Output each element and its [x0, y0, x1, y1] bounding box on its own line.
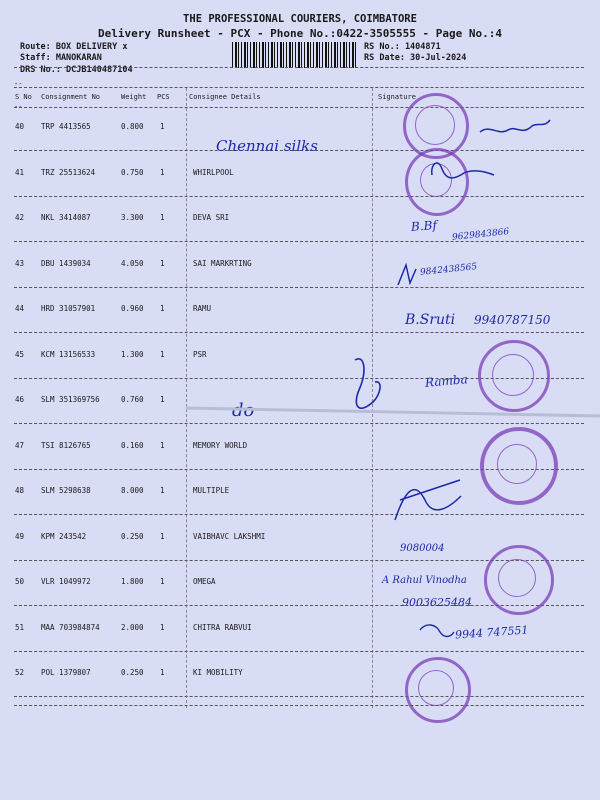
row-sno: 49 [15, 531, 25, 541]
hand-phone-42: 9629843866 [451, 227, 510, 243]
row-weight: 0.960 [121, 304, 144, 313]
hand-phone-51: 9944 747551 [454, 623, 529, 642]
row-consignment: SLM 351369756 [41, 395, 100, 404]
row-pcs: 1 [160, 122, 165, 131]
row-sno: 47 [15, 440, 25, 450]
hand-name-50: A Rahul Vinodha [382, 575, 467, 586]
rs-number: RS No.: 1404871 [364, 42, 441, 52]
row-sno: 40 [15, 122, 25, 131]
row-weight: 8.000 [121, 486, 144, 495]
row-consignee: VAIBHAVC LAKSHMI [193, 531, 266, 541]
row-pcs: 1 [160, 577, 165, 586]
row-sno: 51 [15, 622, 25, 632]
hand-consignee-46: do [232, 400, 255, 421]
company-title: THE PROFESSIONAL COURIERS, COIMBATORE [183, 13, 417, 25]
row-weight: 3.300 [121, 213, 144, 222]
hand-phone-43: 9842438565 [419, 262, 478, 278]
hand-sig-42: B.Bf [410, 218, 438, 234]
row-consignee: RAMU [193, 304, 212, 313]
scribble-51 [420, 625, 454, 637]
column-dash-mark: -- [14, 103, 23, 111]
row-consignee: MEMORY WORLD [193, 440, 248, 450]
row-consignment: DBU 1439034 [41, 258, 91, 268]
row-weight: 0.250 [121, 668, 144, 677]
row-consignee: WHIRLPOOL [193, 167, 234, 177]
row-weight: 1.800 [121, 577, 144, 586]
row-pcs: 1 [160, 349, 165, 359]
scribble-40 [480, 120, 550, 132]
hand-phone-50: 9003625484 [402, 596, 472, 609]
row-consignment: MAA 703984874 [41, 622, 100, 632]
row-pcs: 1 [160, 167, 165, 177]
row-weight: 0.250 [121, 531, 144, 541]
row-consignment: HRD 31057901 [41, 304, 96, 313]
col-weight: Weight [121, 93, 147, 101]
row-weight: 4.050 [121, 258, 144, 268]
scribble-46 [355, 359, 380, 408]
route-label: Route: BOX DELIVERY x [20, 42, 128, 52]
row-consignment: KPM 243542 [41, 531, 87, 541]
col-pcs: PCS [157, 93, 170, 101]
row-consignee: KI MOBILITY [193, 668, 243, 677]
row-consignment: POL 1379807 [41, 668, 91, 677]
row-consignee: SAI MARKRTING [193, 258, 252, 268]
row-pcs: 1 [160, 531, 165, 541]
row-pcs: 1 [160, 258, 165, 268]
streak-46 [186, 408, 600, 416]
scribble-48 [395, 480, 461, 520]
row-sno: 43 [15, 258, 25, 268]
hand-sig-45: Ramba [424, 372, 469, 390]
row-pcs: 1 [160, 668, 165, 677]
row-consignment: TRP 4413565 [41, 122, 91, 131]
row-consignment: TRZ 25513624 [41, 167, 96, 177]
row-weight: 0.760 [121, 395, 144, 404]
row-pcs: 1 [160, 440, 165, 450]
row-sno: 44 [15, 304, 25, 313]
row-consignment: VLR 1049972 [41, 577, 91, 586]
col-sno: S No [15, 93, 32, 101]
row-sno: 52 [15, 668, 25, 677]
runsheet-subtitle: Delivery Runsheet - PCX - Phone No.:0422-3505555 - Page No.:4 [98, 27, 502, 40]
row-pcs: 1 [160, 622, 165, 632]
row-sno: 48 [15, 486, 25, 495]
staff-label: Staff: MANOKARAN [20, 53, 102, 63]
col-consignee: Consignee Details [189, 93, 261, 101]
row-consignment: SLM 5298638 [41, 486, 91, 495]
row-sno: 45 [15, 349, 25, 359]
row-pcs: 1 [160, 304, 165, 313]
row-pcs: 1 [160, 213, 165, 222]
row-weight: 0.750 [121, 167, 144, 177]
row-consignment: NKL 3414087 [41, 213, 91, 222]
bottom-rule [14, 705, 584, 706]
row-weight: 2.000 [121, 622, 144, 632]
row-consignee: OMEGA [193, 577, 216, 586]
scribble-41 [432, 163, 494, 178]
hand-sig-44: B.Sruti [405, 312, 456, 328]
drs-number: DRS No.: DCJB140487104 [20, 65, 133, 75]
hand-phone-49: 9080004 [400, 543, 445, 554]
rs-date: RS Date: 30-Jul-2024 [364, 53, 467, 63]
row-sno: 41 [15, 167, 25, 177]
row-sno: 50 [15, 577, 25, 586]
hand-phone-44: 9940787150 [474, 313, 551, 327]
row-weight: 1.300 [121, 349, 144, 359]
row-sno: 42 [15, 213, 25, 222]
hand-consignee-40: Chennai silks [216, 137, 318, 155]
col-signature: Signature [378, 93, 416, 101]
col-consignment: Consignment No [41, 93, 101, 101]
row-pcs: 1 [160, 395, 165, 404]
row-consignee: CHITRA RABVUI [193, 622, 252, 632]
row-pcs: 1 [160, 486, 165, 495]
row-consignee: MULTIPLE [193, 486, 230, 495]
row-weight: 0.800 [121, 122, 144, 131]
row-weight: 0.160 [121, 440, 144, 450]
row-sno: 46 [15, 395, 25, 404]
row-consignment: KCM 13156533 [41, 349, 96, 359]
row-consignment: TSI 8126765 [41, 440, 91, 450]
scribble-43 [398, 265, 416, 285]
header-dash-mark: -- [14, 80, 23, 88]
row-consignee: PSR [193, 349, 207, 359]
row-consignee: DEVA SRI [193, 213, 230, 222]
